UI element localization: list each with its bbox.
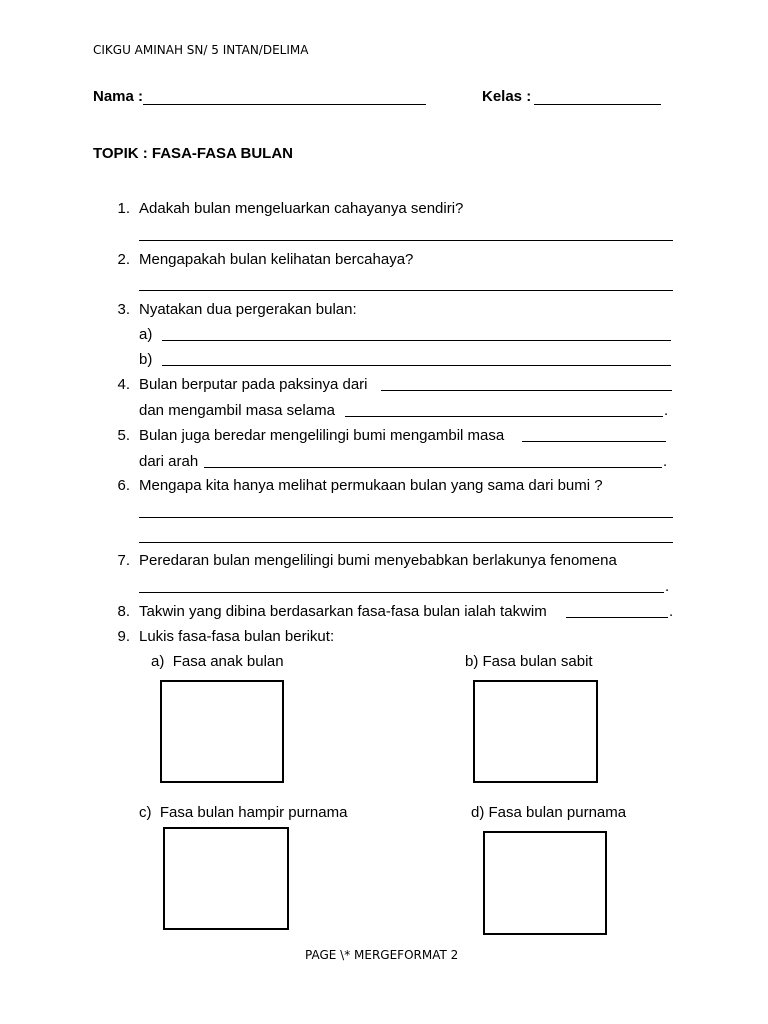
- answer-line-6b[interactable]: [139, 542, 673, 543]
- question-5-continuation: dari arah: [139, 453, 199, 470]
- question-text: Mengapakah bulan kelihatan bercahaya?: [139, 251, 414, 268]
- question-text: Bulan berputar pada paksinya dari: [139, 376, 368, 393]
- question-number: 8.: [117, 603, 130, 620]
- kelas-label: Kelas :: [482, 88, 532, 105]
- drawing-box-b[interactable]: [473, 680, 598, 783]
- phase-name: Fasa bulan purnama: [488, 804, 627, 821]
- nama-label: Nama :: [93, 88, 144, 105]
- answer-line-5a[interactable]: [522, 441, 666, 442]
- phase-name: Fasa bulan hampir purnama: [159, 804, 348, 821]
- question-4-continuation: dan mengambil masa selama: [139, 402, 335, 419]
- answer-line-8[interactable]: [566, 617, 668, 618]
- question-text: Takwin yang dibina berdasarkan fasa-fasa bulan ialah takwim: [139, 603, 547, 620]
- answer-line-1[interactable]: [139, 240, 673, 241]
- question-text: Bulan juga beredar mengelilingi bumi mengambil masa: [139, 427, 505, 444]
- period: .: [664, 402, 669, 419]
- period: .: [665, 578, 670, 595]
- sub-item-a: a): [139, 326, 153, 343]
- phase-c-label: [139, 804, 347, 822]
- answer-line-4a[interactable]: [381, 390, 672, 391]
- page-footer: PAGE \* MERGEFORMAT 2: [305, 948, 459, 962]
- topic-title: TOPIK : FASA-FASA BULAN: [93, 145, 294, 162]
- phase-letter: d): [471, 804, 485, 821]
- question-number: 9.: [117, 628, 130, 645]
- answer-line-5b[interactable]: [204, 467, 662, 468]
- answer-line-7[interactable]: [139, 592, 664, 593]
- answer-line-4b[interactable]: [345, 416, 663, 417]
- question-text: Lukis fasa-fasa bulan berikut:: [139, 628, 335, 645]
- question-number: 5.: [117, 427, 130, 444]
- question-number: 3.: [117, 301, 130, 318]
- answer-line-3b[interactable]: [162, 365, 671, 366]
- phase-letter: c): [139, 804, 152, 821]
- question-number: 4.: [117, 376, 130, 393]
- question-number: 1.: [117, 200, 130, 217]
- drawing-box-a[interactable]: [160, 680, 284, 783]
- answer-line-6a[interactable]: [139, 517, 673, 518]
- phase-name: Fasa anak bulan: [172, 653, 284, 670]
- phase-name: Fasa bulan sabit: [482, 653, 593, 670]
- phase-b-label: [465, 653, 593, 671]
- answer-line-2[interactable]: [139, 290, 673, 291]
- kelas-answer-line[interactable]: [534, 104, 661, 105]
- phase-letter: a): [151, 653, 165, 670]
- phase-a-label: [151, 653, 284, 671]
- question-number: 7.: [117, 552, 130, 569]
- nama-answer-line[interactable]: [143, 104, 426, 105]
- question-text: Mengapa kita hanya melihat permukaan bulan yang sama dari bumi ?: [139, 477, 603, 494]
- document-header: CIKGU AMINAH SN/ 5 INTAN/DELIMA: [93, 43, 309, 57]
- question-number: 2.: [117, 251, 130, 268]
- question-number: 6.: [117, 477, 130, 494]
- period: .: [663, 453, 668, 470]
- question-text: Adakah bulan mengeluarkan cahayanya sendiri?: [139, 200, 464, 217]
- sub-item-b: b): [139, 351, 153, 368]
- phase-letter: b): [465, 653, 479, 670]
- phase-d-label: [471, 804, 626, 822]
- answer-line-3a[interactable]: [162, 340, 671, 341]
- question-text: Peredaran bulan mengelilingi bumi menyebabkan berlakunya fenomena: [139, 552, 617, 569]
- question-text: Nyatakan dua pergerakan bulan:: [139, 301, 357, 318]
- drawing-box-c[interactable]: [163, 827, 289, 930]
- period: .: [669, 603, 674, 620]
- drawing-box-d[interactable]: [483, 831, 607, 935]
